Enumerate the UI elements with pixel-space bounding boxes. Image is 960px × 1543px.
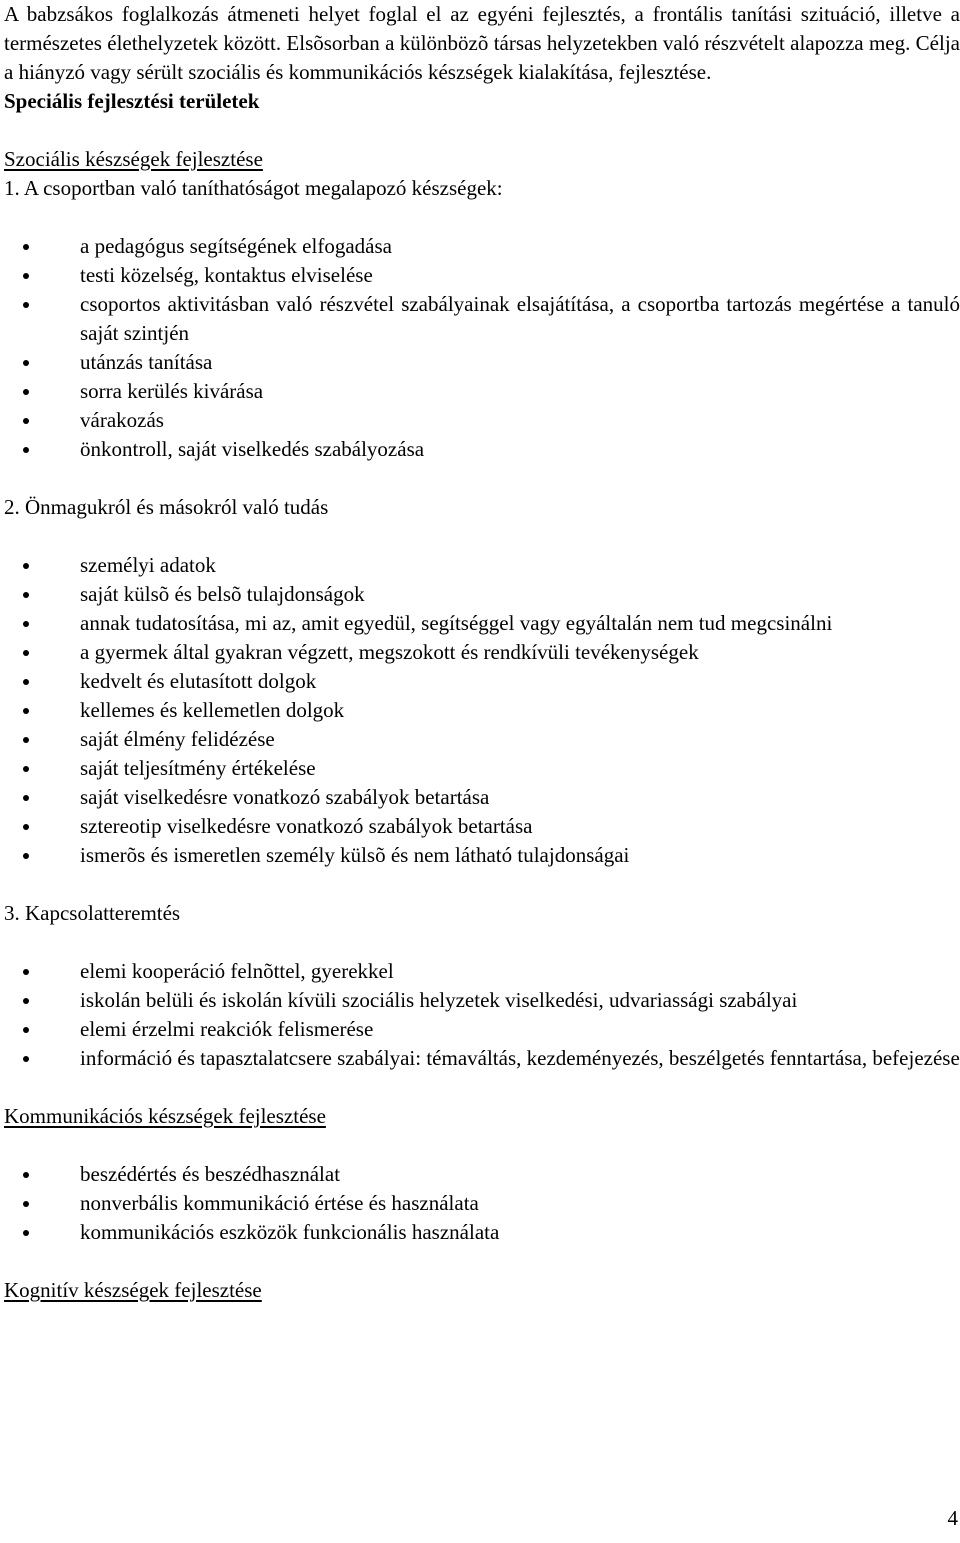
list-item-text: saját viselkedésre vonatkozó szabályok betartása: [80, 785, 490, 809]
list-item-text: csoportos aktivitásban való részvétel szabályainak elsajátítása, a csoportba tartozás megértése a tanuló saját szintjén: [80, 292, 960, 345]
bullet-icon: [23, 737, 29, 743]
communication-skills-heading: Kommunikációs készségek fejlesztése: [4, 1104, 326, 1128]
list-item-text: személyi adatok: [80, 553, 216, 577]
list-item: [4, 348, 960, 377]
list-item-text: sorra kerülés kivárása: [80, 379, 264, 403]
list-item: [4, 986, 960, 1015]
list-item-text: sztereotip viselkedésre vonatkozó szabályok betartása: [80, 814, 533, 838]
bullet-icon: [23, 302, 29, 308]
list-item: [4, 1218, 960, 1247]
communication-list: [4, 1160, 960, 1247]
section-heading: Speciális fejlesztési területek: [4, 89, 260, 113]
list-item-text: beszédértés és beszédhasználat: [80, 1162, 341, 1186]
bullet-icon: [23, 795, 29, 801]
group3-title: 3. Kapcsolatteremtés: [4, 901, 181, 925]
social-skills-heading: Szociális készségek fejlesztése: [4, 147, 263, 171]
list-item: [4, 406, 960, 435]
list-item-text: nonverbális kommunikáció értése és használata: [80, 1191, 479, 1215]
list-item-text: iskolán belüli és iskolán kívüli szociális helyzetek viselkedési, udvariassági szabályai: [80, 988, 798, 1012]
bullet-icon: [23, 621, 29, 627]
list-item-text: kellemes és kellemetlen dolgok: [80, 698, 345, 722]
intro-paragraph: A babzsákos foglalkozás átmeneti helyet foglal el az egyéni fejlesztés, a frontális tanítási szituáció, illetve a természetes élethelyzetek között. Elsõsorban a különbözõ társas helyzetekben való részvételt alapozza meg. Célja a hiányzó vagy sérült szociális és kommunikációs készségek kialakítása, fejlesztése.: [4, 2, 960, 84]
list-item: [4, 696, 960, 725]
list-item-text: utánzás tanítása: [80, 350, 213, 374]
list-item: [4, 290, 960, 348]
bullet-icon: [23, 389, 29, 395]
list-item: [4, 725, 960, 754]
group3-list: [4, 957, 960, 1073]
list-item-text: a pedagógus segítségének elfogadása: [80, 234, 392, 258]
bullet-icon: [23, 1056, 29, 1062]
list-item: [4, 261, 960, 290]
list-item-text: információ és tapasztalatcsere szabályai: témaváltás, kezdeményezés, beszélgetés fenntartása, befejezése: [80, 1046, 960, 1070]
list-item: [4, 812, 960, 841]
bullet-icon: [23, 766, 29, 772]
group1-title: 1. A csoportban való taníthatóságot megalapozó készségek:: [4, 176, 503, 200]
bullet-icon: [23, 360, 29, 366]
bullet-icon: [23, 708, 29, 714]
list-item: [4, 1189, 960, 1218]
list-item: [4, 435, 960, 464]
list-item: [4, 783, 960, 812]
bullet-icon: [23, 969, 29, 975]
list-item: [4, 551, 960, 580]
bullet-icon: [23, 824, 29, 830]
list-item: [4, 377, 960, 406]
list-item: [4, 638, 960, 667]
list-item-text: a gyermek által gyakran végzett, megszokott és rendkívüli tevékenységek: [80, 640, 699, 664]
list-item-text: elemi kooperáció felnõttel, gyerekkel: [80, 959, 394, 983]
list-item-text: önkontroll, saját viselkedés szabályozása: [80, 437, 425, 461]
list-item: [4, 957, 960, 986]
list-item-text: ismerõs és ismeretlen személy külsõ és nem látható tulajdonságai: [80, 843, 630, 867]
document-page: [4, 0, 960, 1305]
list-item-text: saját külsõ és belsõ tulajdonságok: [80, 582, 365, 606]
bullet-icon: [23, 1230, 29, 1236]
bullet-icon: [23, 1027, 29, 1033]
group1-list: [4, 232, 960, 464]
bullet-icon: [23, 447, 29, 453]
bullet-icon: [23, 273, 29, 279]
bullet-icon: [23, 244, 29, 250]
page-number: 4: [947, 1506, 958, 1530]
list-item: [4, 232, 960, 261]
list-item-text: saját élmény felidézése: [80, 727, 275, 751]
list-item: [4, 754, 960, 783]
bullet-icon: [23, 650, 29, 656]
list-item: [4, 667, 960, 696]
bullet-icon: [23, 998, 29, 1004]
cognitive-skills-heading: Kognitív készségek fejlesztése: [4, 1278, 262, 1302]
bullet-icon: [23, 853, 29, 859]
list-item: [4, 1044, 960, 1073]
list-item: [4, 609, 960, 638]
group2-list: [4, 551, 960, 870]
list-item: [4, 1015, 960, 1044]
list-item-text: kommunikációs eszközök funkcionális használata: [80, 1220, 500, 1244]
list-item-text: elemi érzelmi reakciók felismerése: [80, 1017, 374, 1041]
bullet-icon: [23, 1201, 29, 1207]
list-item-text: annak tudatosítása, mi az, amit egyedül, segítséggel vagy egyáltalán nem tud megcsinálni: [80, 611, 833, 635]
group2-title: 2. Önmagukról és másokról való tudás: [4, 495, 329, 519]
list-item-text: saját teljesítmény értékelése: [80, 756, 316, 780]
bullet-icon: [23, 563, 29, 569]
list-item-text: testi közelség, kontaktus elviselése: [80, 263, 373, 287]
list-item: [4, 1160, 960, 1189]
bullet-icon: [23, 1172, 29, 1178]
list-item: [4, 580, 960, 609]
bullet-icon: [23, 679, 29, 685]
list-item: [4, 841, 960, 870]
bullet-icon: [23, 592, 29, 598]
bullet-icon: [23, 418, 29, 424]
list-item-text: várakozás: [80, 408, 164, 432]
list-item-text: kedvelt és elutasított dolgok: [80, 669, 317, 693]
